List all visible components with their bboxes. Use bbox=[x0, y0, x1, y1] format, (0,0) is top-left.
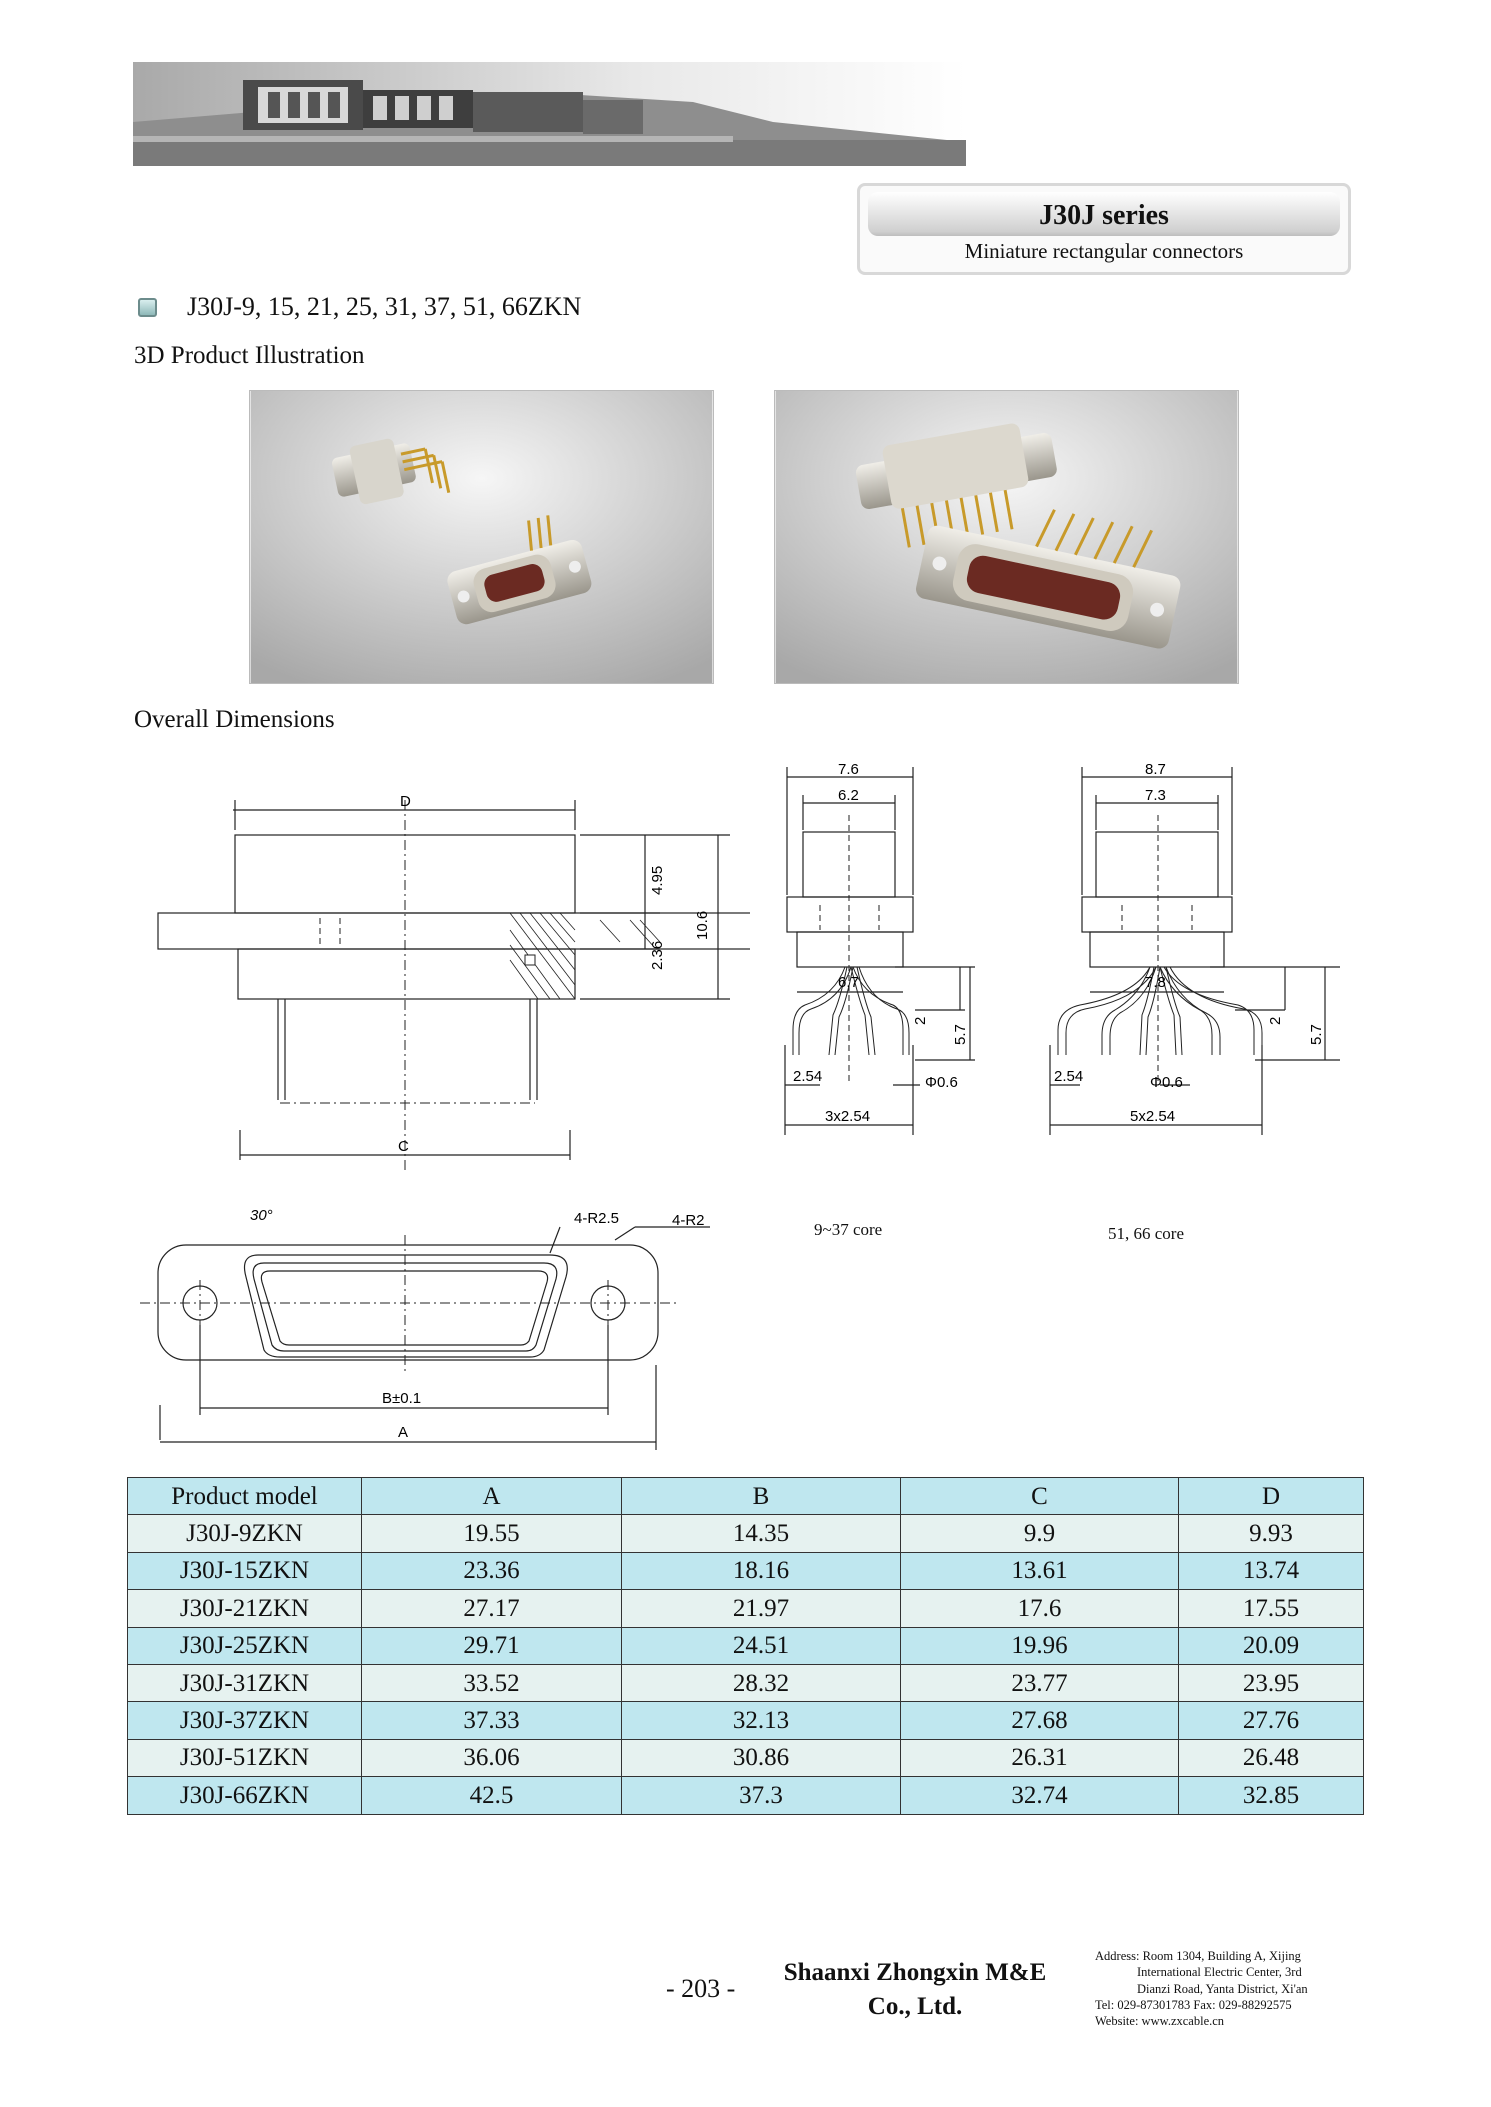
side-view-drawing bbox=[140, 770, 750, 1170]
table-cell: J30J-31ZKN bbox=[128, 1664, 362, 1701]
table-cell: 19.96 bbox=[901, 1627, 1179, 1664]
dim-label-3x2-54: 3x2.54 bbox=[825, 1108, 871, 1125]
company-name-line-2: Co., Ltd. bbox=[867, 1992, 963, 2020]
table-cell: 32.13 bbox=[622, 1702, 901, 1739]
dim-label-2-large: 2 bbox=[1267, 1016, 1284, 1025]
bullet-icon bbox=[138, 298, 157, 317]
table-cell: 32.74 bbox=[901, 1777, 1179, 1814]
dim-label-7-3: 7.3 bbox=[1145, 787, 1166, 804]
table-row bbox=[128, 1702, 1364, 1739]
table-row bbox=[128, 1627, 1364, 1664]
dim-label-d: D bbox=[400, 793, 411, 810]
table-cell: 26.48 bbox=[1179, 1739, 1364, 1776]
address-line: Dianzi Road, Yanta District, Xi'an bbox=[1137, 1981, 1308, 1996]
table-cell: J30J-21ZKN bbox=[128, 1590, 362, 1627]
dim-label-2-54-large: 2.54 bbox=[1054, 1068, 1084, 1085]
table-cell: 17.6 bbox=[901, 1590, 1179, 1627]
dim-label-2: 2 bbox=[912, 1016, 929, 1025]
table-cell: 28.32 bbox=[622, 1664, 901, 1701]
dim-label-8-7: 8.7 bbox=[1145, 761, 1166, 778]
table-cell: J30J-25ZKN bbox=[128, 1627, 362, 1664]
caption-small-core: 9~37 core bbox=[814, 1220, 883, 1239]
header-banner-image bbox=[133, 62, 966, 166]
product-photo-1 bbox=[249, 390, 714, 684]
dim-label-b: B±0.1 bbox=[382, 1390, 422, 1407]
table-cell: 32.85 bbox=[1179, 1777, 1364, 1814]
section-heading-dimensions: Overall Dimensions bbox=[134, 706, 335, 733]
table-cell: 18.16 bbox=[622, 1552, 901, 1589]
table-cell: 37.33 bbox=[362, 1702, 622, 1739]
model-line bbox=[138, 292, 581, 322]
table-cell: 17.55 bbox=[1179, 1590, 1364, 1627]
pin-view-small-drawing bbox=[775, 755, 995, 1165]
table-cell: 37.3 bbox=[622, 1777, 901, 1814]
table-cell: J30J-9ZKN bbox=[128, 1515, 362, 1552]
series-subtitle: Miniature rectangular connectors bbox=[964, 239, 1244, 263]
table-header: Product model bbox=[128, 1478, 362, 1515]
table-cell: 26.31 bbox=[901, 1739, 1179, 1776]
dim-label-5-7-large: 5.7 bbox=[1308, 1024, 1325, 1045]
table-cell: 27.76 bbox=[1179, 1702, 1364, 1739]
table-cell: 19.55 bbox=[362, 1515, 622, 1552]
angle-label: 30° bbox=[250, 1207, 273, 1224]
table-cell: 42.5 bbox=[362, 1777, 622, 1814]
table-cell: 9.93 bbox=[1179, 1515, 1364, 1552]
dim-label-pin-dia-large: Φ0.6 bbox=[1150, 1074, 1183, 1091]
address-line: Address: Room 1304, Building A, Xijing bbox=[1095, 1949, 1301, 1963]
dim-label-5-7: 5.7 bbox=[952, 1024, 969, 1045]
table-cell: J30J-15ZKN bbox=[128, 1552, 362, 1589]
table-cell: 14.35 bbox=[622, 1515, 901, 1552]
dimensions-table bbox=[127, 1477, 1364, 1815]
table-row bbox=[128, 1777, 1364, 1814]
caption-large-core: 51, 66 core bbox=[1108, 1224, 1185, 1243]
table-cell: 27.17 bbox=[362, 1590, 622, 1627]
dim-label-5x2-54: 5x2.54 bbox=[1130, 1108, 1176, 1125]
dim-label-6-2: 6.2 bbox=[838, 787, 859, 804]
address-line: Website: www.zxcable.cn bbox=[1095, 2014, 1225, 2028]
table-cell: J30J-51ZKN bbox=[128, 1739, 362, 1776]
dim-label-2-54: 2.54 bbox=[793, 1068, 823, 1085]
flange-view-drawing bbox=[140, 1195, 740, 1465]
table-cell: J30J-37ZKN bbox=[128, 1702, 362, 1739]
series-title: J30J series bbox=[1039, 200, 1169, 231]
table-cell: 13.61 bbox=[901, 1552, 1179, 1589]
address-line: International Electric Center, 3rd bbox=[1137, 1965, 1302, 1980]
section-heading-illustration: 3D Product Illustration bbox=[134, 342, 365, 369]
table-cell: 21.97 bbox=[622, 1590, 901, 1627]
series-title-box bbox=[857, 183, 1351, 275]
table-row bbox=[128, 1739, 1364, 1776]
table-header-row bbox=[128, 1478, 1364, 1515]
dim-label-c: C bbox=[398, 1138, 409, 1155]
table-cell: 33.52 bbox=[362, 1664, 622, 1701]
table-cell: 30.86 bbox=[622, 1739, 901, 1776]
dim-label-7-8: 7.8 bbox=[1145, 974, 1166, 991]
radius-label-1: 4-R2.5 bbox=[574, 1210, 620, 1227]
table-cell: J30J-66ZKN bbox=[128, 1777, 362, 1814]
table-row bbox=[128, 1590, 1364, 1627]
table-cell: 9.9 bbox=[901, 1515, 1179, 1552]
table-cell: 36.06 bbox=[362, 1739, 622, 1776]
table-cell: 29.71 bbox=[362, 1627, 622, 1664]
table-cell: 27.68 bbox=[901, 1702, 1179, 1739]
table-cell: 23.36 bbox=[362, 1552, 622, 1589]
page-number: - 203 - bbox=[666, 1974, 736, 2003]
table-header: A bbox=[362, 1478, 622, 1515]
company-name bbox=[770, 1956, 1060, 2024]
address-line: Tel: 029-87301783 Fax: 029-88292575 bbox=[1095, 1997, 1292, 2012]
table-row bbox=[128, 1664, 1364, 1701]
pin-view-large-drawing bbox=[1040, 755, 1340, 1165]
dim-label-4-95: 4.95 bbox=[649, 865, 666, 895]
radius-label-2: 4-R2 bbox=[672, 1212, 705, 1229]
company-name-line-1: Shaanxi Zhongxin M&E bbox=[783, 1959, 1047, 1986]
table-cell: 13.74 bbox=[1179, 1552, 1364, 1589]
dim-label-a: A bbox=[398, 1424, 409, 1441]
dim-label-6-7: 6.7 bbox=[838, 974, 859, 991]
table-header: B bbox=[622, 1478, 901, 1515]
dim-label-pin-dia: Φ0.6 bbox=[925, 1074, 958, 1091]
table-row bbox=[128, 1515, 1364, 1552]
dim-label-10-6: 10.6 bbox=[694, 910, 711, 940]
contact-address bbox=[1095, 1948, 1325, 2029]
model-line-text: J30J-9, 15, 21, 25, 31, 37, 51, 66ZKN bbox=[187, 292, 582, 321]
table-header: C bbox=[901, 1478, 1179, 1515]
table-cell: 24.51 bbox=[622, 1627, 901, 1664]
dim-label-2-36: 2.36 bbox=[649, 940, 666, 970]
table-cell: 23.77 bbox=[901, 1664, 1179, 1701]
table-row bbox=[128, 1552, 1364, 1589]
product-photo-2 bbox=[774, 390, 1239, 684]
table-header: D bbox=[1179, 1478, 1364, 1515]
dim-label-7-6: 7.6 bbox=[838, 761, 859, 778]
table-cell: 23.95 bbox=[1179, 1664, 1364, 1701]
table-cell: 20.09 bbox=[1179, 1627, 1364, 1664]
